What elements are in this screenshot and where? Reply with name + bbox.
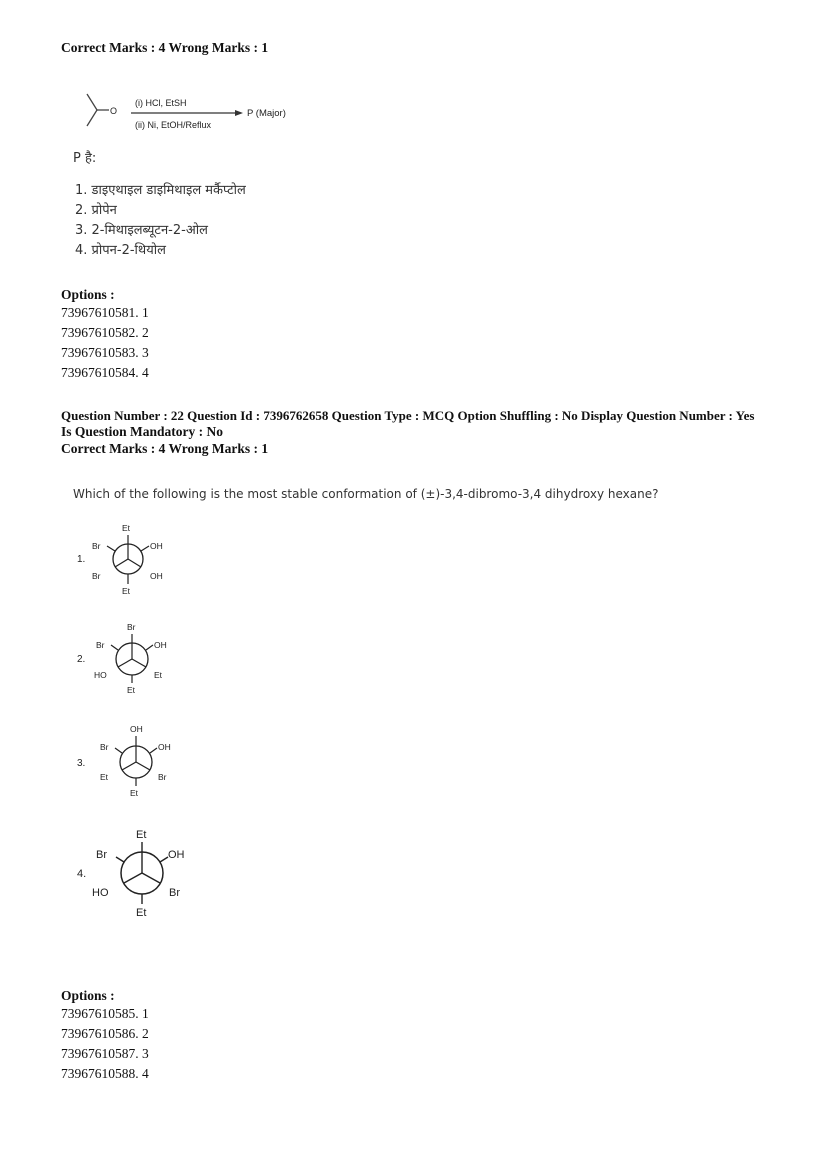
q21-option-2: 73967610582. 2 bbox=[61, 325, 149, 340]
newman-2-lower-left: HO bbox=[94, 670, 107, 680]
newman-4-number: 4. bbox=[77, 868, 87, 880]
newman-2-bottom: Et bbox=[127, 685, 136, 695]
newman-1-number: 1. bbox=[77, 554, 86, 565]
arrow-head bbox=[235, 110, 243, 116]
q22-option-3: 73967610587. 3 bbox=[61, 1046, 149, 1061]
newman-3-lower-right: Br bbox=[158, 772, 167, 782]
newman-1-bottom: Et bbox=[122, 586, 131, 596]
newman-1 bbox=[70, 520, 210, 600]
newman-4-upper-right: OH bbox=[168, 849, 185, 861]
q22-options-label: Options : bbox=[61, 988, 115, 1003]
newman-3-top: OH bbox=[130, 724, 143, 734]
newman-1-lower-left: Br bbox=[92, 571, 101, 581]
q21-options-label: Options : bbox=[61, 287, 115, 302]
q21-choice-4: 4. प्रोपन-2-थियोल bbox=[75, 243, 166, 258]
q21-choice-1: 1. डाइएथाइल डाइमिथाइल मर्कैप्टोल bbox=[75, 183, 246, 198]
newman-2-lower-right: Et bbox=[154, 670, 163, 680]
q21-option-1: 73967610581. 1 bbox=[61, 305, 149, 320]
ketone-structure bbox=[87, 94, 109, 126]
newman-4-top: Et bbox=[136, 829, 147, 841]
q21-marks: Correct Marks : 4 Wrong Marks : 1 bbox=[61, 40, 269, 55]
newman-3 bbox=[70, 722, 210, 802]
reagent-2: (ii) Ni, EtOH/Reflux bbox=[135, 120, 212, 130]
newman-1-lower-right: OH bbox=[150, 571, 163, 581]
q22-mandatory: Is Question Mandatory : No bbox=[61, 424, 224, 439]
newman-4-lower-left: HO bbox=[92, 887, 109, 899]
q21-option-3: 73967610583. 3 bbox=[61, 345, 149, 360]
q22-question: Which of the following is the most stable conformation of (±)-3,4-dibromo-3,4 dihydroxy hexane? bbox=[73, 487, 659, 501]
newman-3-lower-left: Et bbox=[100, 772, 109, 782]
newman-2-upper-left: Br bbox=[96, 640, 105, 650]
q21-choice-2: 2. प्रोपेन bbox=[75, 203, 117, 218]
q22-option-4: 73967610588. 4 bbox=[61, 1066, 149, 1081]
q21-prompt: P है: bbox=[73, 151, 97, 166]
newman-3-bottom: Et bbox=[130, 788, 139, 798]
reagent-1: (i) HCl, EtSH bbox=[135, 98, 187, 108]
reaction-scheme bbox=[85, 90, 315, 138]
newman-4-lower-right: Br bbox=[169, 887, 180, 899]
carbonyl-oxygen-label: O bbox=[110, 106, 118, 116]
newman-4-bottom: Et bbox=[136, 907, 147, 919]
q22-option-1: 73967610585. 1 bbox=[61, 1006, 149, 1021]
newman-2-upper-right: OH bbox=[154, 640, 167, 650]
newman-3-upper-right: OH bbox=[158, 742, 171, 752]
newman-3-upper-left: Br bbox=[100, 742, 109, 752]
newman-3-number: 3. bbox=[77, 758, 86, 769]
newman-2-top: Br bbox=[127, 622, 136, 632]
newman-2 bbox=[70, 620, 210, 700]
product-label: P (Major) bbox=[247, 108, 286, 119]
q21-choice-3: 3. 2-मिथाइलब्यूटन-2-ओल bbox=[75, 223, 208, 238]
newman-4 bbox=[70, 825, 220, 925]
q22-marks: Correct Marks : 4 Wrong Marks : 1 bbox=[61, 441, 269, 456]
q22-option-2: 73967610586. 2 bbox=[61, 1026, 149, 1041]
q21-option-4: 73967610584. 4 bbox=[61, 365, 149, 380]
newman-1-upper-left: Br bbox=[92, 541, 101, 551]
newman-4-upper-left: Br bbox=[96, 849, 107, 861]
newman-2-number: 2. bbox=[77, 654, 86, 665]
q22-header: Question Number : 22 Question Id : 7396762658 Question Type : MCQ Option Shuffling : No Display Question Number : Yes bbox=[61, 408, 755, 423]
newman-1-top: Et bbox=[122, 523, 131, 533]
newman-1-upper-right: OH bbox=[150, 541, 163, 551]
